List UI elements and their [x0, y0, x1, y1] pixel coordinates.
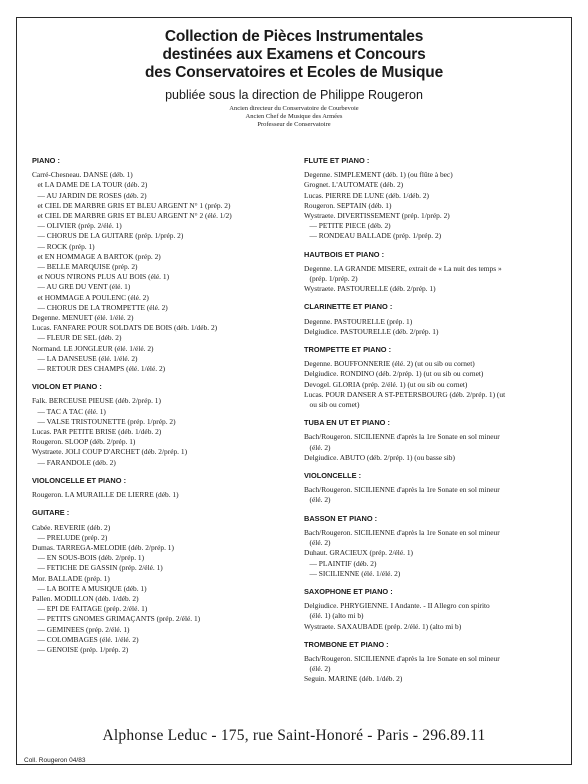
piece-entry: Grognet. L'AUTOMATE (déb. 2)	[304, 180, 404, 190]
piece-entry: Bach/Rougeron. SICILIENNE d'après la 1re Sonate en sol mineur	[304, 653, 500, 663]
piece-entry: — ROCK (prép. 1)	[32, 241, 95, 251]
section-heading: VIOLONCELLE :	[304, 471, 362, 481]
piece-entry: Rougeron. LA MURAILLE DE LIERRE (déb. 1)	[32, 490, 179, 500]
piece-entry: — TAC A TAC (élé. 1)	[32, 406, 106, 416]
left-column	[32, 156, 294, 663]
section	[304, 345, 562, 410]
piece-entry: Wystraete. DIVERTISSEMENT (prép. 1/prép. 2)	[304, 211, 450, 221]
piece-entry: (élé. 2)	[304, 538, 331, 548]
piece-entry: et LA DAME DE LA TOUR (déb. 2)	[32, 180, 148, 190]
piece-entry: Bach/Rougeron. SICILIENNE d'après la 1re Sonate en sol mineur	[304, 485, 500, 495]
piece-entry: Lucas. POUR DANSER A ST-PETERSBOURG (déb. 2/prép. 1) (ut	[304, 389, 506, 399]
section	[32, 508, 294, 655]
credential-line: Ancien directeur du Conservatoire de Courbevoie	[229, 105, 359, 112]
piece-entry: (élé. 2)	[304, 664, 331, 674]
piece-entry: (élé. 2)	[304, 442, 331, 452]
piece-entry: Lucas. FANFARE POUR SOLDATS DE BOIS (déb. 1/déb. 2)	[32, 323, 218, 333]
piece-entry: Cabée. REVERIE (déb. 2)	[32, 522, 111, 532]
piece-entry: — SICILIENNE (élé. 1/élé. 2)	[304, 568, 401, 578]
collection-code: Coll. Rougeron 04/83	[24, 757, 86, 764]
piece-entry: Falk. BERCEUSE PIEUSE (déb. 2/prép. 1)	[32, 396, 161, 406]
piece-entry: — FETICHE DE GASSIN (prép. 2/élé. 1)	[32, 563, 163, 573]
piece-entry: Degenne. PASTOURELLE (prép. 1)	[304, 316, 413, 326]
piece-entry: Carré-Chesneau. DANSE (déb. 1)	[32, 170, 133, 180]
piece-entry: — GEMINEES (prép. 2/élé. 1)	[32, 624, 130, 634]
piece-entry: Wystraete. JOLI COUP D'ARCHET (déb. 2/prép. 1)	[32, 447, 188, 457]
piece-entry: — LA BOITE A MUSIQUE (déb. 1)	[32, 583, 147, 593]
piece-entry: Duhaut. GRACIEUX (prép. 2/élé. 1)	[304, 548, 413, 558]
piece-entry: Devogel. GLORIA (prép. 2/élé. 1) (ut ou sib ou cornet)	[304, 379, 468, 389]
section-heading: TUBA EN UT ET PIANO :	[304, 418, 390, 428]
section-heading: FLUTE ET PIANO :	[304, 156, 370, 165]
piece-entry: Bach/Rougeron. SICILIENNE d'après la 1re Sonate en sol mineur	[304, 432, 500, 442]
section	[304, 587, 562, 632]
piece-entry: — RONDEAU BALLADE (prép. 1/prép. 2)	[304, 231, 442, 241]
piece-entry: Wystraete. PASTOURELLE (déb. 2/prép. 1)	[304, 284, 436, 294]
piece-entry: — BELLE MARQUISE (prép. 2)	[32, 262, 138, 272]
section	[304, 302, 562, 337]
section-heading: CLARINETTE ET PIANO :	[304, 302, 393, 312]
credential-line: Ancien Chef de Musique des Armées	[245, 113, 343, 120]
piece-entry: — CHORUS DE LA GUITARE (prép. 1/prép. 2)	[32, 231, 184, 241]
section-heading: VIOLONCELLE ET PIANO :	[32, 475, 127, 485]
piece-entry: et EN HOMMAGE A BARTOK (prép. 2)	[32, 251, 161, 261]
piece-entry: — EPI DE FAITAGE (prép. 2/élé. 1)	[32, 604, 148, 614]
section	[304, 471, 562, 506]
piece-entry: (élé. 2)	[304, 495, 331, 505]
piece-entry: ou sib ou cornet)	[304, 400, 360, 410]
piece-entry: — GENOISE (prép. 1/prép. 2)	[32, 644, 129, 654]
piece-entry: Dumas. TARREGA-MELODIE (déb. 2/prép. 1)	[32, 542, 174, 552]
section-heading: TROMBONE ET PIANO :	[304, 639, 389, 649]
piece-entry: — VALSE TRISTOUNETTE (prép. 1/prép. 2)	[32, 416, 176, 426]
piece-entry: et CIEL DE MARBRE GRIS ET BLEU ARGENT N° 1 (prép. 2)	[32, 200, 231, 210]
piece-entry: (prép. 1/prép. 2)	[304, 274, 358, 284]
piece-entry: — COLOMBAGES (élé. 1/élé. 2)	[32, 634, 139, 644]
piece-entry: — OLIVIER (prép. 2/élé. 1)	[32, 221, 122, 231]
piece-entry: — LA DANSEUSE (élé. 1/élé. 2)	[32, 353, 138, 363]
piece-entry: Degenne. MENUET (élé. 1/élé. 2)	[32, 313, 134, 323]
piece-entry: Lucas. PAR PETITE BRISE (déb. 1/déb. 2)	[32, 427, 162, 437]
section	[32, 476, 294, 500]
collection-title-line-2: destinées aux Examens et Concours	[162, 46, 426, 63]
piece-entry: Wystraete. SAXAUBADE (prép. 2/élé. 1) (alto mi b)	[304, 621, 462, 631]
piece-entry: (élé. 1) (alto mi b)	[304, 611, 364, 621]
piece-entry: — PRELUDE (prép. 2)	[32, 532, 108, 542]
section-heading: BASSON ET PIANO :	[304, 513, 378, 523]
section	[304, 418, 562, 463]
piece-entry: Delgiudice. PASTOURELLE (déb. 2/prép. 1)	[304, 326, 439, 336]
piece-entry: Degenne. BOUFFONNERIE (élé. 2) (ut ou sib ou cornet)	[304, 359, 475, 369]
header	[0, 28, 588, 129]
piece-entry: — FARANDOLE (déb. 2)	[32, 457, 116, 467]
collection-title-line-3: des Conservatoires et Ecoles de Musique	[145, 64, 443, 81]
piece-entry: — FLEUR DE SEL (déb. 2)	[32, 333, 122, 343]
piece-entry: Degenne. LA GRANDE MISERE, extrait de « La nuit des temps »	[304, 263, 502, 273]
section-heading: PIANO :	[32, 156, 60, 165]
piece-entry: Degenne. SIMPLEMENT (déb. 1) (ou flûte à bec)	[304, 170, 453, 180]
piece-entry: et CIEL DE MARBRE GRIS ET BLEU ARGENT N° 2 (élé. 1/2)	[32, 211, 232, 221]
piece-entry: — EN SOUS-BOIS (déb. 2/prép. 1)	[32, 553, 145, 563]
piece-entry: Lucas. PIERRE DE LUNE (déb. 1/déb. 2)	[304, 190, 429, 200]
section	[304, 250, 562, 295]
section	[304, 640, 562, 685]
piece-entry: Pallen. MODILLON (déb. 1/déb. 2)	[32, 593, 139, 603]
piece-entry: Delgiudice. RONDINO (déb. 2/prép. 1) (ut ou sib ou cornet)	[304, 369, 484, 379]
collection-title-line-1: Collection de Pièces Instrumentales	[164, 28, 424, 45]
piece-entry: Seguin. MARINE (déb. 1/déb. 2)	[304, 674, 403, 684]
piece-entry: Delgiudice. PHRYGIENNE. I Andante. - II Allegro con spirito	[304, 601, 490, 611]
publisher-address: Alphonse Leduc - 175, rue Saint-Honoré - Paris - 296.89.11	[102, 727, 486, 744]
section	[304, 514, 562, 579]
piece-entry: et HOMMAGE A POULENC (élé. 2)	[32, 292, 149, 302]
section-heading: VIOLON ET PIANO :	[32, 382, 102, 392]
section-heading: GUITARE :	[32, 508, 70, 518]
section-heading: HAUTBOIS ET PIANO :	[304, 249, 385, 259]
credential-line: Professeur de Conservatoire	[257, 121, 331, 128]
piece-entry: et NOUS N'IRONS PLUS AU BOIS (élé. 1)	[32, 272, 170, 282]
piece-entry: — PETITS GNOMES GRIMAÇANTS (prép. 2/élé. 1)	[32, 614, 201, 624]
director-credentials	[0, 105, 588, 129]
section-heading: TROMPETTE ET PIANO :	[304, 345, 392, 355]
section-heading: SAXOPHONE ET PIANO :	[304, 586, 393, 596]
piece-entry: — AU JARDIN DE ROSES (déb. 2)	[32, 190, 147, 200]
section	[32, 156, 294, 374]
piece-entry: — RETOUR DES CHAMPS (élé. 1/élé. 2)	[32, 364, 166, 374]
piece-entry: Bach/Rougeron. SICILIENNE d'après la 1re Sonate en sol mineur	[304, 527, 500, 537]
piece-entry: — AU GRE DU VENT (élé. 1)	[32, 282, 131, 292]
piece-entry: Delgiudice. ABUTO (déb. 2/prép. 1) (ou basse sib)	[304, 452, 455, 462]
piece-entry: Normand. LE JONGLEUR (élé. 1/élé. 2)	[32, 343, 154, 353]
piece-entry: — PLAINTIF (déb. 2)	[304, 558, 377, 568]
section	[304, 156, 562, 242]
piece-entry: Rougeron. SLOOP (déb. 2/prép. 1)	[32, 437, 136, 447]
publisher-line: publiée sous la direction de Philippe Rougeron	[165, 88, 423, 102]
right-column	[304, 156, 562, 693]
piece-entry: Rougeron. SEPTAIN (déb. 1)	[304, 200, 392, 210]
piece-entry: — PETITE PIECE (déb. 2)	[304, 221, 391, 231]
section	[32, 382, 294, 468]
piece-entry: Mor. BALLADE (prép. 1)	[32, 573, 110, 583]
piece-entry: — CHORUS DE LA TROMPETTE (élé. 2)	[32, 302, 168, 312]
